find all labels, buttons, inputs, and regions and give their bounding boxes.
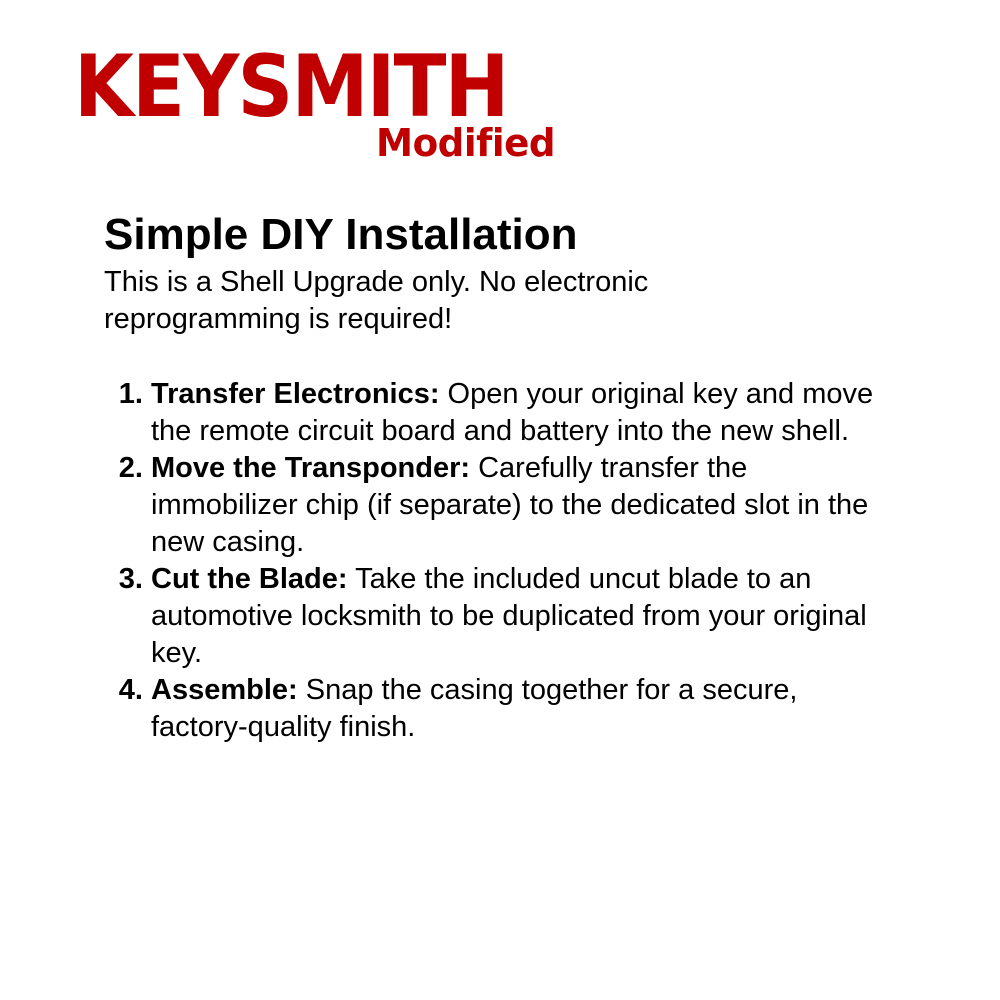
step-title: Assemble: (151, 674, 298, 706)
step-text: Snap the casing together for a secure, factory-quality finish. (151, 674, 798, 743)
intro-text: This is a Shell Upgrade only. No electronic reprogramming is required! (104, 266, 649, 335)
installation-steps-list (104, 376, 896, 746)
step-title: Cut the Blade: (151, 563, 348, 595)
step-text: Open your original key and move the remote circuit board and battery into the new shell. (151, 378, 874, 447)
step-text: Carefully transfer the immobilizer chip (if separate) to the dedicated slot in the new casing. (151, 452, 869, 558)
step-item-assemble (151, 672, 896, 746)
step-item-transfer-electronics (151, 376, 896, 450)
step-item-move-transponder (151, 450, 896, 561)
step-title: Transfer Electronics: (151, 378, 440, 410)
step-item-cut-blade (151, 561, 896, 672)
step-title: Move the Transponder: (151, 452, 471, 484)
installation-section (104, 206, 904, 746)
logo-wordmark: KEYSMITH (74, 37, 508, 137)
step-text: Take the included uncut blade to an automotive locksmith to be duplicated from your original key. (151, 563, 867, 669)
brand-logo (74, 37, 594, 168)
page-title: Simple DIY Installation (104, 210, 578, 259)
logo-subtitle: Modified (376, 121, 556, 165)
